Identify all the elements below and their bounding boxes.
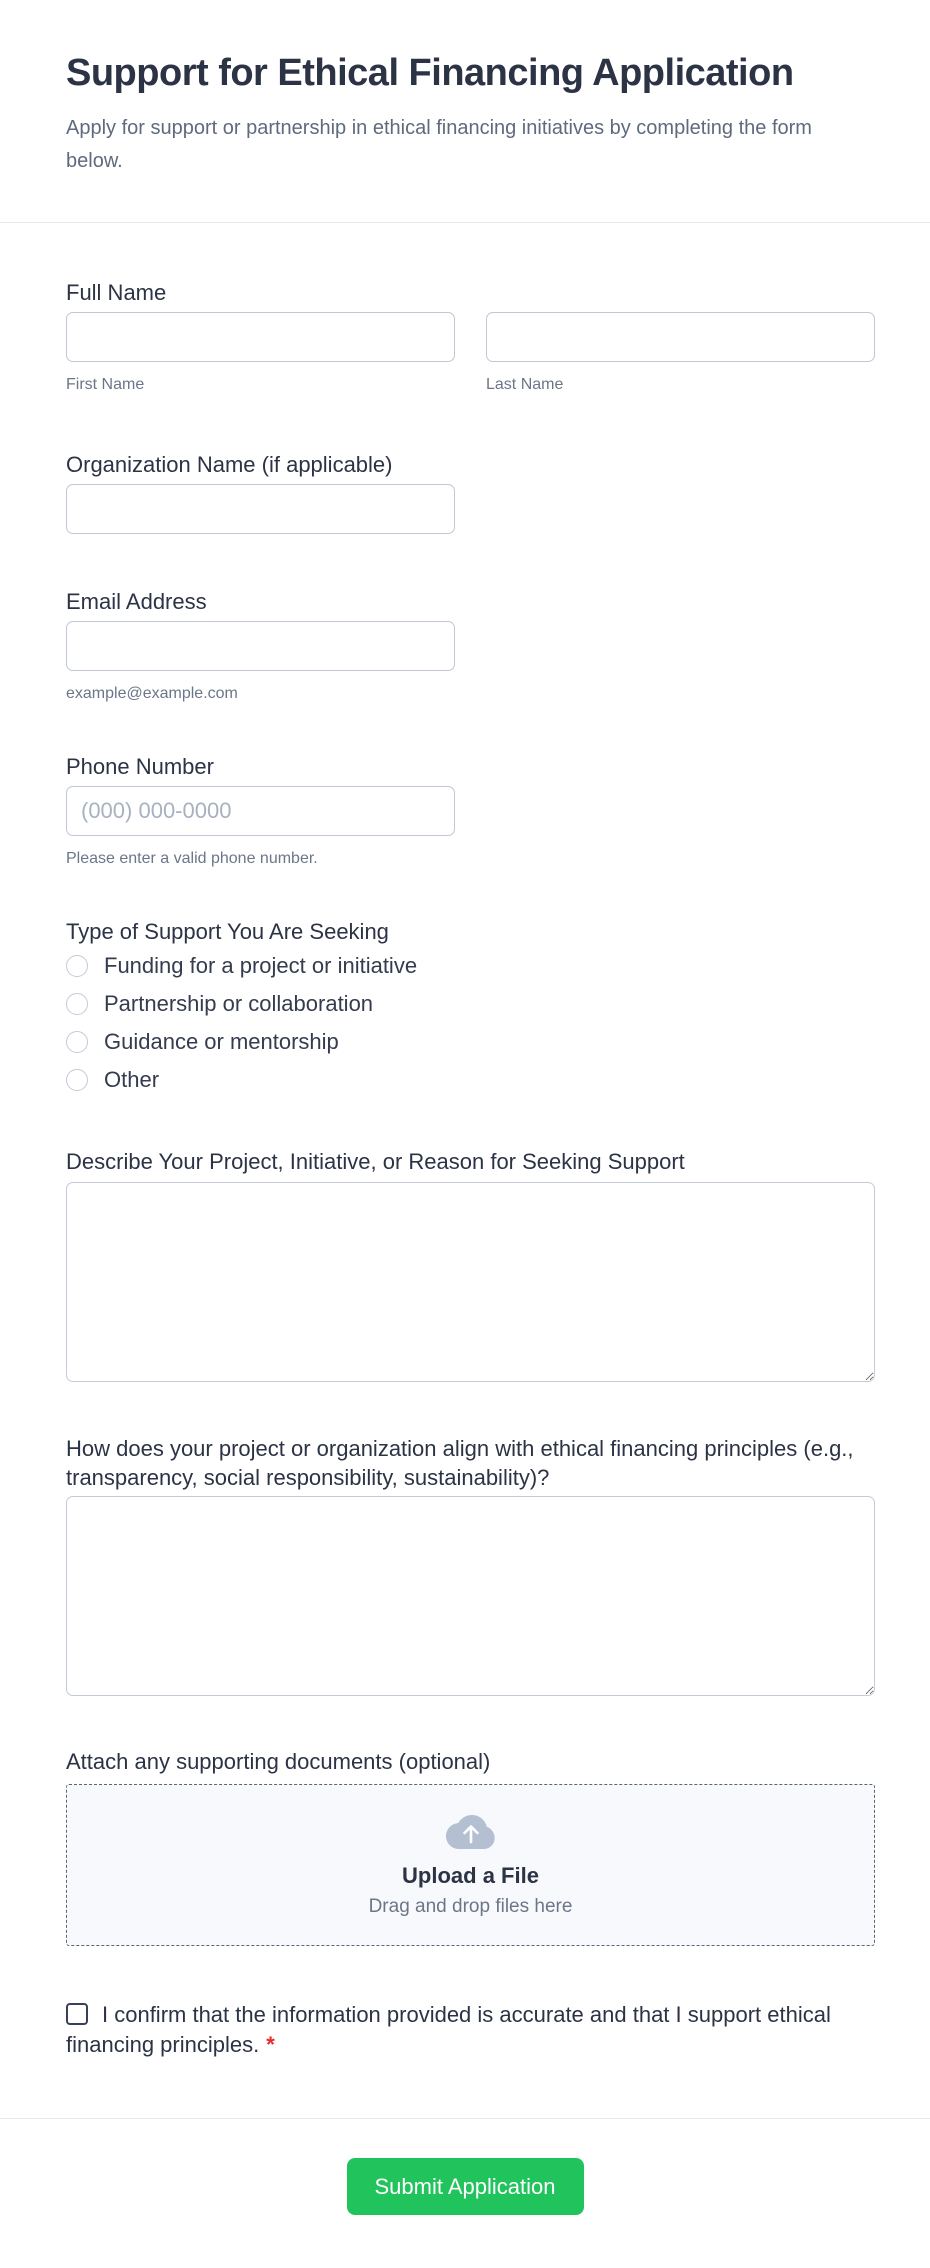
field-phone xyxy=(66,752,875,869)
required-asterisk: * xyxy=(266,2032,275,2057)
form-subtitle: Apply for support or partnership in ethical financing initiatives by completing the form below. xyxy=(66,117,812,172)
confirmation-label: I confirm that the information provided is accurate and that I support ethical financing principles. xyxy=(66,2002,831,2057)
file-upload-dropzone[interactable] xyxy=(66,1784,875,1946)
upload-title: Upload a File xyxy=(402,1862,539,1888)
field-organization xyxy=(66,450,875,534)
other-radio-label: Other xyxy=(104,1067,160,1092)
guidance-radio-label: Guidance or mentorship xyxy=(104,1029,339,1054)
email-helper: example@example.com xyxy=(66,685,238,702)
first-name-sublabel: First Name xyxy=(66,376,145,393)
guidance-radio[interactable] xyxy=(66,1031,88,1053)
radio-option-other[interactable] xyxy=(66,1068,875,1092)
alignment-textarea[interactable] xyxy=(66,1496,875,1696)
describe-label: Describe Your Project, Initiative, or Reason for Seeking Support xyxy=(66,1149,685,1174)
cloud-upload-icon xyxy=(445,1812,497,1850)
other-radio[interactable] xyxy=(66,1069,88,1091)
form-body xyxy=(0,223,930,2060)
field-alignment xyxy=(66,1434,875,1696)
last-name-input[interactable] xyxy=(486,312,875,362)
confirmation-checkbox[interactable] xyxy=(66,2003,88,2025)
describe-textarea[interactable] xyxy=(66,1182,875,1382)
field-describe xyxy=(66,1147,875,1382)
upload-hint: Drag and drop files here xyxy=(368,1895,573,1917)
field-attachments xyxy=(66,1747,875,1946)
field-email xyxy=(66,587,875,704)
full-name-label: Full Name xyxy=(66,280,167,305)
radio-option-partnership[interactable] xyxy=(66,992,875,1016)
phone-helper: Please enter a valid phone number. xyxy=(66,850,318,867)
submit-area xyxy=(0,2118,930,2266)
form-header xyxy=(0,0,930,178)
support-type-label: Type of Support You Are Seeking xyxy=(66,919,389,944)
field-support-type xyxy=(66,917,875,1092)
field-full-name xyxy=(66,278,875,395)
alignment-label: How does your project or organization align with ethical financing principles (e.g., transparency, social responsibility, sustainability)? xyxy=(66,1436,854,1490)
last-name-col xyxy=(486,307,875,395)
funding-radio[interactable] xyxy=(66,955,88,977)
radio-option-guidance[interactable] xyxy=(66,1030,875,1054)
submit-button[interactable]: Submit Application xyxy=(347,2158,584,2215)
first-name-input[interactable] xyxy=(66,312,455,362)
first-name-col xyxy=(66,307,455,395)
email-input[interactable] xyxy=(66,621,455,671)
organization-input[interactable] xyxy=(66,484,455,534)
email-label: Email Address xyxy=(66,589,207,614)
radio-option-funding[interactable] xyxy=(66,954,875,978)
phone-label: Phone Number xyxy=(66,754,214,779)
confirmation-row[interactable] xyxy=(66,2000,866,2060)
last-name-sublabel: Last Name xyxy=(486,376,564,393)
attachments-label: Attach any supporting documents (optional) xyxy=(66,1749,491,1774)
form-title: Support for Ethical Financing Application xyxy=(66,52,794,94)
full-name-row xyxy=(66,307,875,395)
partnership-radio[interactable] xyxy=(66,993,88,1015)
field-confirmation xyxy=(66,2000,875,2060)
organization-label: Organization Name (if applicable) xyxy=(66,452,393,477)
phone-input[interactable] xyxy=(66,786,455,836)
support-type-options xyxy=(66,954,875,1092)
funding-radio-label: Funding for a project or initiative xyxy=(104,953,418,978)
partnership-radio-label: Partnership or collaboration xyxy=(104,991,374,1016)
